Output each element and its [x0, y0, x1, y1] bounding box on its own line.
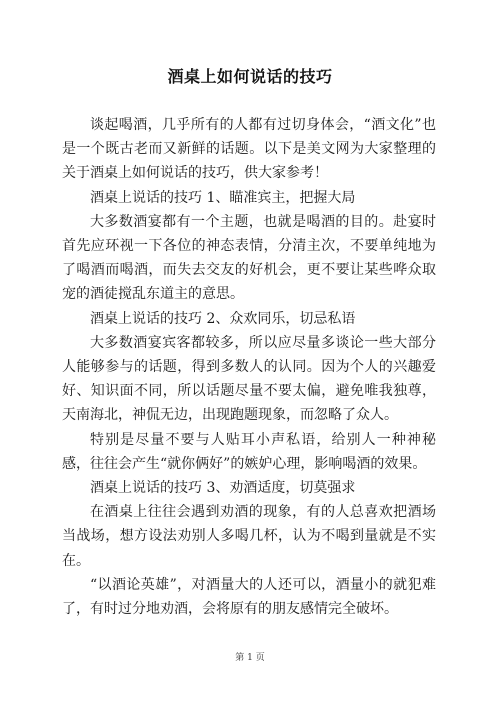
paragraph-3a: 在酒桌上往往会遇到劝酒的现象，有的人总喜欢把酒场当战场，想方设法劝别人多喝几杯，认为不喝到量就是不实在。 [62, 504, 436, 569]
section-heading-1: 酒桌上说话的技巧 1、瞄准宾主，把握大局 [90, 189, 356, 206]
page-number: 第 1 页 [235, 653, 265, 663]
document-title: 酒桌上如何说话的技巧 [167, 67, 333, 86]
section-heading-2: 酒桌上说话的技巧 2、众欢同乐，切忌私语 [90, 310, 356, 327]
section-heading-3: 酒桌上说话的技巧 3、劝酒适度，切莫强求 [90, 480, 356, 497]
paragraph-3b: “以酒论英雄”，对酒量大的人还可以，酒量小的就犯难了，有时过分地劝酒，会将原有的朋友感情完全破坏。 [62, 576, 436, 618]
document-body [62, 113, 436, 621]
paragraph-1: 大多数酒宴都有一个主题，也就是喝酒的目的。赴宴时首先应环视一下各位的神态表情，分清主次，不要单纯地为了喝酒而喝酒，而失去交友的好机会，更不要让某些哗众取宠的酒徒搅乱东道主的意思。 [62, 213, 436, 303]
paragraph-2b: 特别是尽量不要与人贴耳小声私语，给别人一种神秘感，往往会产生“就你俩好”的嫉妒心理，影响喝酒的效果。 [62, 431, 436, 472]
paragraph-intro: 谈起喝酒，几乎所有的人都有过切身体会，“酒文化”也是一个既古老而又新鲜的话题。以下是美文网为大家整理的关于酒桌上如何说话的技巧，供大家参考！ [62, 117, 436, 182]
paragraph-2a: 大多数酒宴宾客都较多，所以应尽量多谈论一些大部分人能够参与的话题，得到多数人的认同。因为个人的兴趣爱好、知识面不同，所以话题尽量不要太偏，避免唯我独尊，天南海北，神侃无边，出现跑题现象，而忽略了众人。 [62, 334, 436, 424]
